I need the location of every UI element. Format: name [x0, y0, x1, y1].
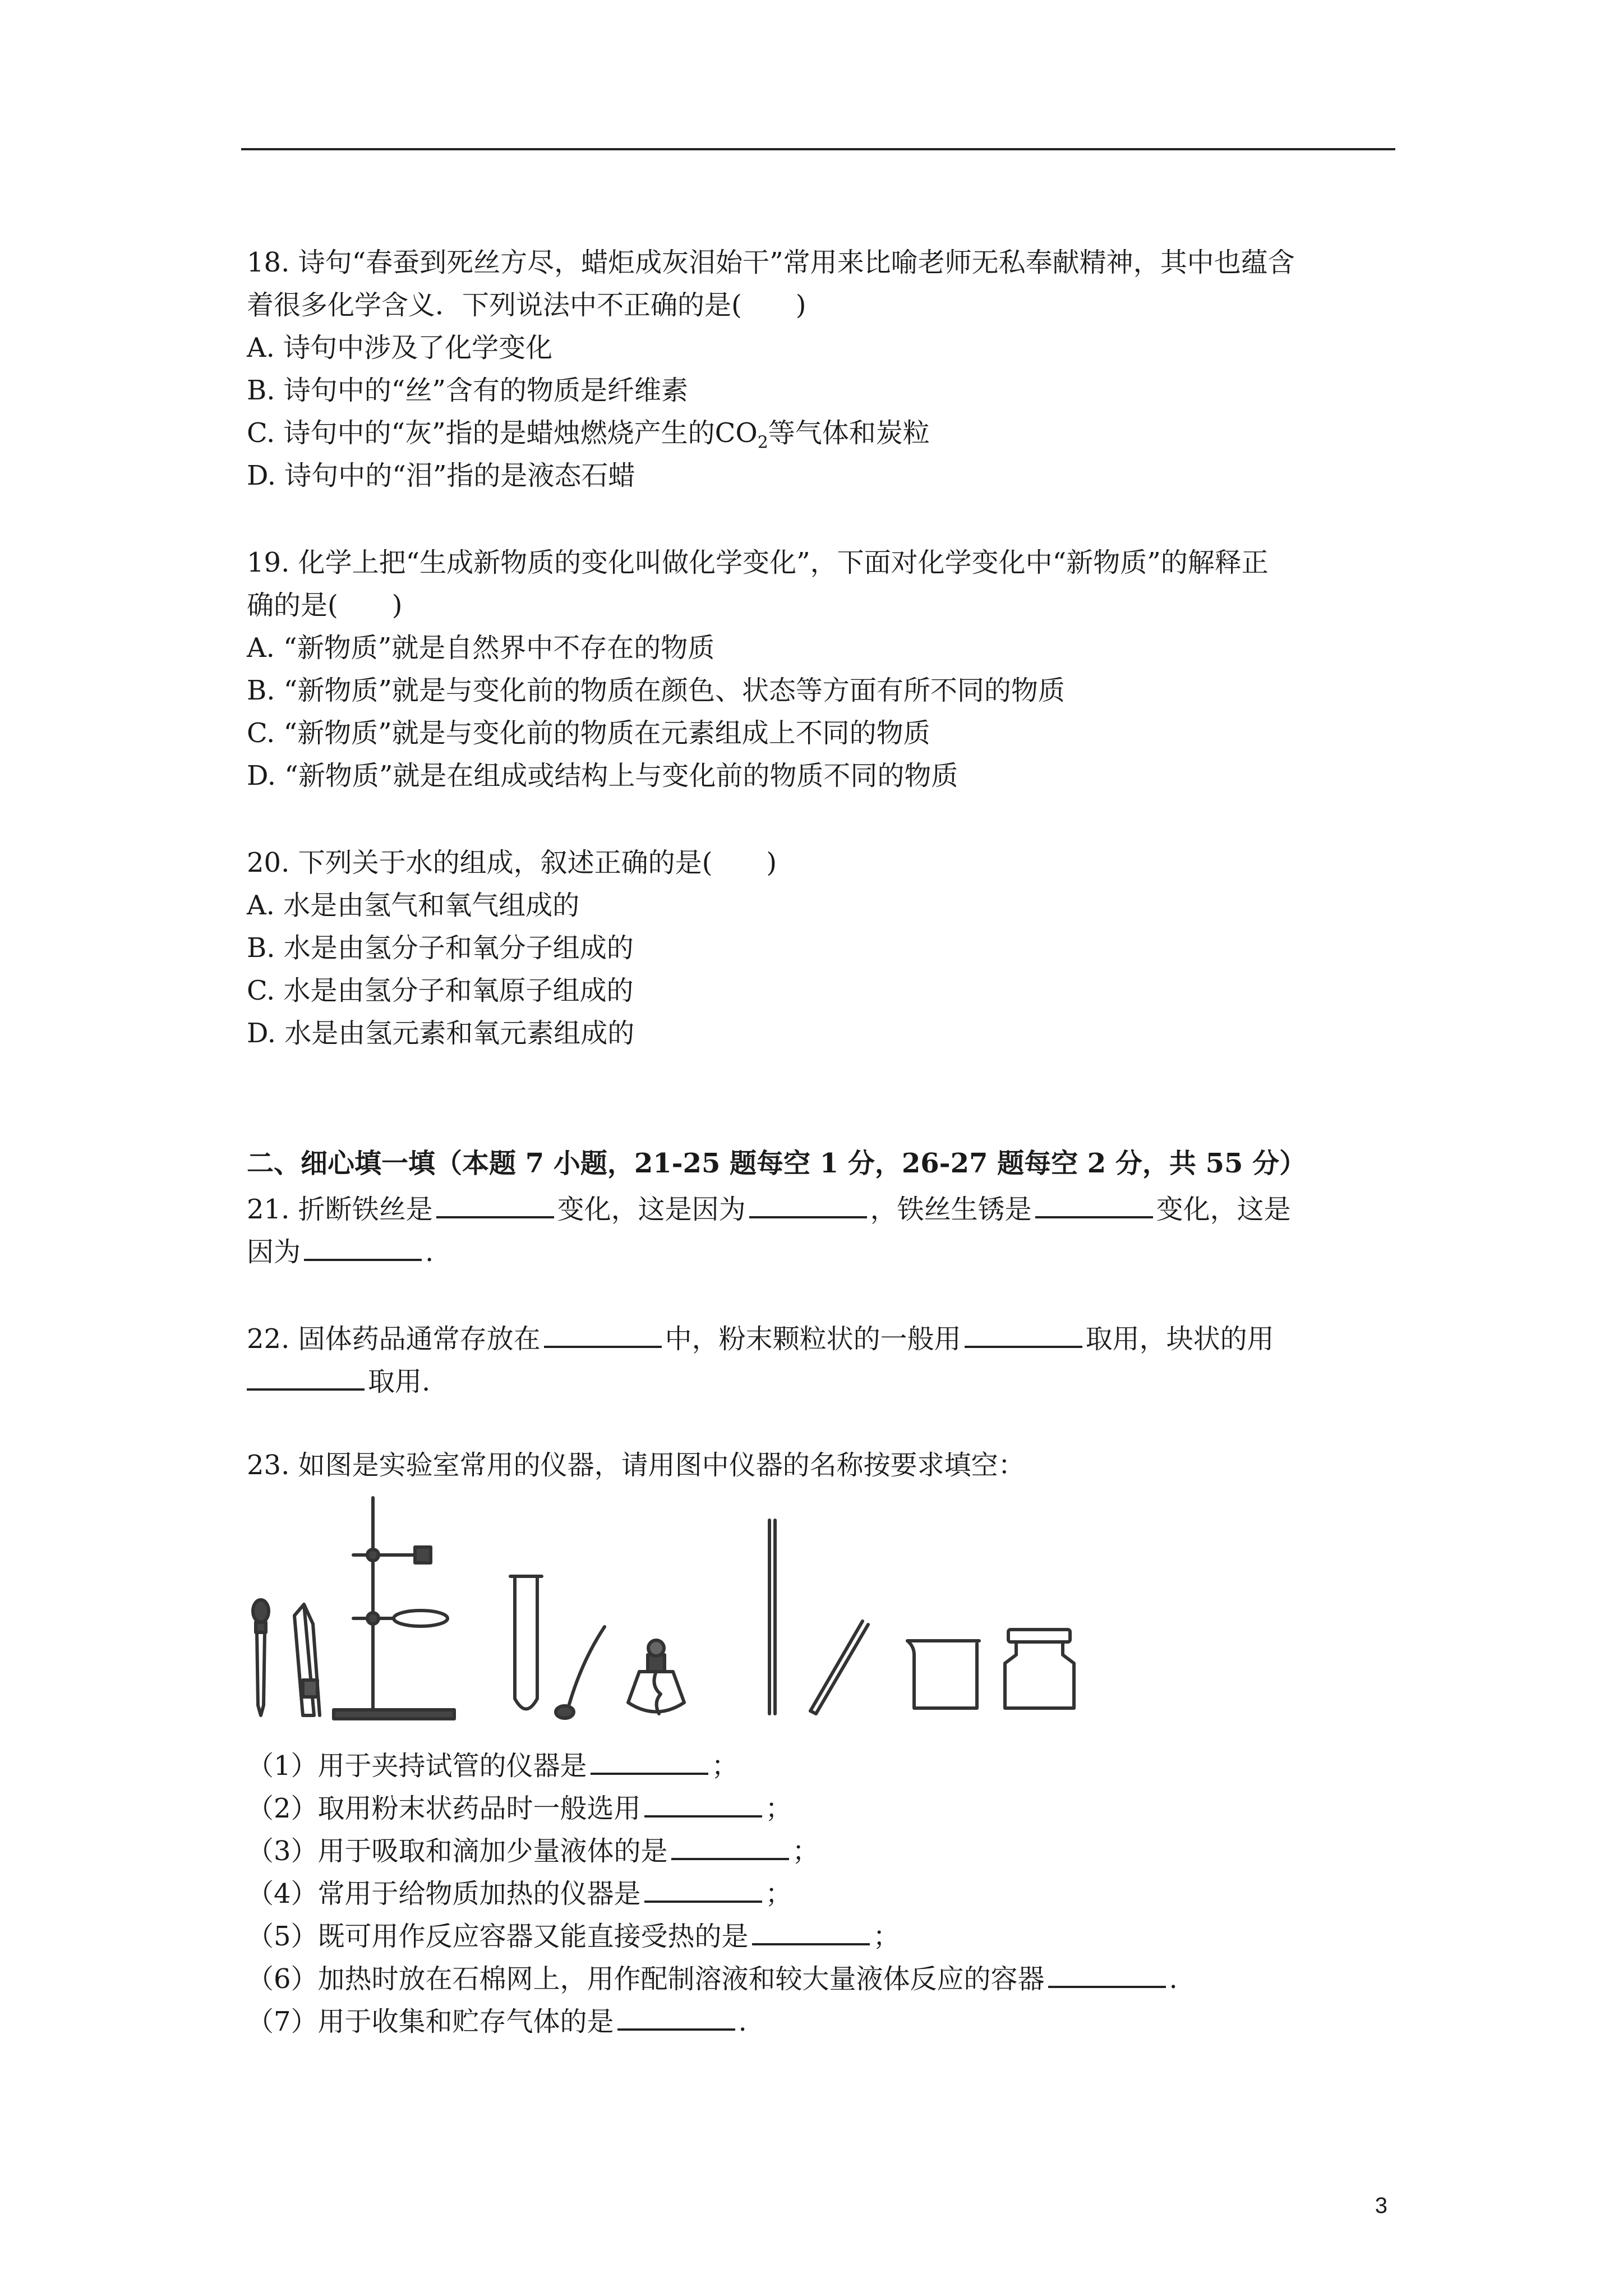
- q21-blank-3[interactable]: [1035, 1189, 1153, 1218]
- q19-stem-line1: 19. 化学上把“生成新物质的变化叫做化学变化”，下面对化学变化中“新物质”的解释正: [247, 547, 1269, 578]
- q21-line1: [247, 1189, 1291, 1226]
- q19-option-d: D. “新物质”就是在组成或结构上与变化前的物质不同的物质: [247, 760, 958, 792]
- q23-blank-5[interactable]: [752, 1916, 870, 1945]
- q23-item-4: [247, 1874, 792, 1911]
- q19-stem-line2: 确的是( ): [247, 590, 403, 621]
- test-tube-holder-icon: [294, 1604, 320, 1715]
- q23-item-7-text: （7）用于收集和贮存气体的是: [247, 2006, 614, 2037]
- q18-option-c-tail: 等气体和炭粒: [768, 417, 930, 449]
- q23-blank-7[interactable]: [617, 2001, 735, 2031]
- q18-stem-line1: 18. 诗句“春蚕到死丝方尽，蜡炬成灰泪始干”常用来比喻老师无私奉献精神，其中也蕴含: [247, 247, 1295, 278]
- q23-item-1: [247, 1746, 739, 1783]
- q20-option-c: C. 水是由氢分子和氧原子组成的: [247, 975, 634, 1006]
- q18-option-c-text: C. 诗句中的“灰”指的是蜡烛燃烧产生的: [247, 417, 715, 449]
- section2-heading: 二、细心填一填（本题 7 小题，21-25 题每空 1 分，26-27 题每空 2 分，共 55 分）: [247, 1148, 1307, 1179]
- q23-blank-4[interactable]: [644, 1874, 762, 1903]
- test-tube-icon: [510, 1576, 542, 1709]
- q23-item-3-text: （3）用于吸取和滴加少量液体的是: [247, 1835, 668, 1867]
- tweezers-icon: [810, 1621, 868, 1714]
- q23-item-7-end: .: [738, 2006, 747, 2037]
- header-rule: [241, 148, 1395, 150]
- q23-item-2: [247, 1788, 792, 1825]
- q22-blank-2[interactable]: [965, 1319, 1082, 1348]
- lab-apparatus-figure: [241, 1492, 1122, 1728]
- q23-item-4-end: ；: [765, 1878, 792, 1910]
- q23-blank-3[interactable]: [671, 1831, 789, 1860]
- q23-item-6: [247, 1959, 1178, 1996]
- gas-collecting-bottle-icon: [1005, 1630, 1074, 1708]
- q21-text-3: ，铁丝生锈是: [870, 1194, 1032, 1225]
- q23-item-4-text: （4）常用于给物质加热的仪器是: [247, 1878, 641, 1910]
- q22-text-1: 22. 固体药品通常存放在: [247, 1323, 541, 1355]
- q22-text-4: 取用.: [368, 1366, 431, 1397]
- q20-stem: 20. 下列关于水的组成，叙述正确的是( ): [247, 847, 777, 878]
- q23-item-2-end: ；: [765, 1793, 792, 1824]
- q21-text-5: 因为: [247, 1236, 301, 1268]
- co2-formula: CO: [714, 417, 758, 449]
- q20-option-a: A. 水是由氢气和氧气组成的: [247, 890, 580, 921]
- q18-option-a: A. 诗句中涉及了化学变化: [247, 332, 553, 364]
- q23-item-5-end: ；: [873, 1921, 900, 1952]
- dropper-icon: [253, 1600, 269, 1715]
- q21-blank-2[interactable]: [749, 1189, 867, 1218]
- q22-line2: [247, 1361, 430, 1398]
- medicine-spoon-icon: [556, 1627, 605, 1718]
- q21-text-6: .: [425, 1236, 434, 1268]
- q19-option-c: C. “新物质”就是与变化前的物质在元素组成上不同的物质: [247, 717, 930, 749]
- q23-item-6-text: （6）加热时放在石棉网上，用作配制溶液和较大量液体反应的容器: [247, 1963, 1045, 1995]
- q18-stem-line2: 着很多化学含义．下列说法中不正确的是( ): [247, 289, 806, 321]
- q23-blank-2[interactable]: [644, 1788, 762, 1818]
- q19-option-b: B. “新物质”就是与变化前的物质在颜色、状态等方面有所不同的物质: [247, 675, 1065, 706]
- q20-option-b: B. 水是由氢分子和氧分子组成的: [247, 932, 634, 964]
- q23-item-1-end: ；: [711, 1750, 739, 1782]
- glass-rod-icon: [769, 1520, 775, 1714]
- q19-option-a: A. “新物质”就是自然界中不存在的物质: [247, 632, 715, 664]
- q22-blank-3[interactable]: [247, 1361, 365, 1391]
- q22-text-3: 取用，块状的用: [1085, 1323, 1274, 1355]
- q23-blank-1[interactable]: [591, 1746, 708, 1775]
- q21-text-1: 21. 折断铁丝是: [247, 1194, 433, 1225]
- q23-item-5-text: （5）既可用作反应容器又能直接受热的是: [247, 1921, 749, 1952]
- q21-blank-4[interactable]: [304, 1232, 422, 1261]
- q23-stem: 23. 如图是实验室常用的仪器，请用图中仪器的名称按要求填空：: [247, 1450, 1025, 1481]
- q22-line1: [247, 1319, 1274, 1356]
- beaker-icon: [907, 1641, 979, 1708]
- q22-blank-1[interactable]: [544, 1319, 662, 1348]
- q21-line2: [247, 1232, 434, 1269]
- q22-text-2: 中，粉末颗粒状的一般用: [665, 1323, 961, 1355]
- q23-item-6-end: .: [1169, 1963, 1178, 1995]
- q18-option-b: B. 诗句中的“丝”含有的物质是纤维素: [247, 375, 688, 406]
- q23-item-7: [247, 2001, 747, 2039]
- q18-option-c: [247, 416, 930, 460]
- q18-option-d: D. 诗句中的“泪”指的是液态石蜡: [247, 460, 635, 491]
- q23-item-5: [247, 1916, 900, 1953]
- q23-item-1-text: （1）用于夹持试管的仪器是: [247, 1750, 587, 1782]
- co2-subscript: 2: [757, 432, 768, 453]
- alcohol-lamp-icon: [628, 1640, 684, 1714]
- iron-stand-icon: [334, 1498, 454, 1719]
- q23-blank-6[interactable]: [1048, 1959, 1166, 1988]
- q23-item-3: [247, 1831, 819, 1868]
- q23-item-2-text: （2）取用粉末状药品时一般选用: [247, 1793, 641, 1824]
- q21-text-2: 变化，这是因为: [557, 1194, 746, 1225]
- page-number: 3: [1375, 2193, 1387, 2218]
- q21-text-4: 变化，这是: [1156, 1194, 1291, 1225]
- q23-item-3-end: ；: [792, 1835, 819, 1867]
- q21-blank-1[interactable]: [436, 1189, 554, 1218]
- q20-option-d: D. 水是由氢元素和氧元素组成的: [247, 1018, 635, 1049]
